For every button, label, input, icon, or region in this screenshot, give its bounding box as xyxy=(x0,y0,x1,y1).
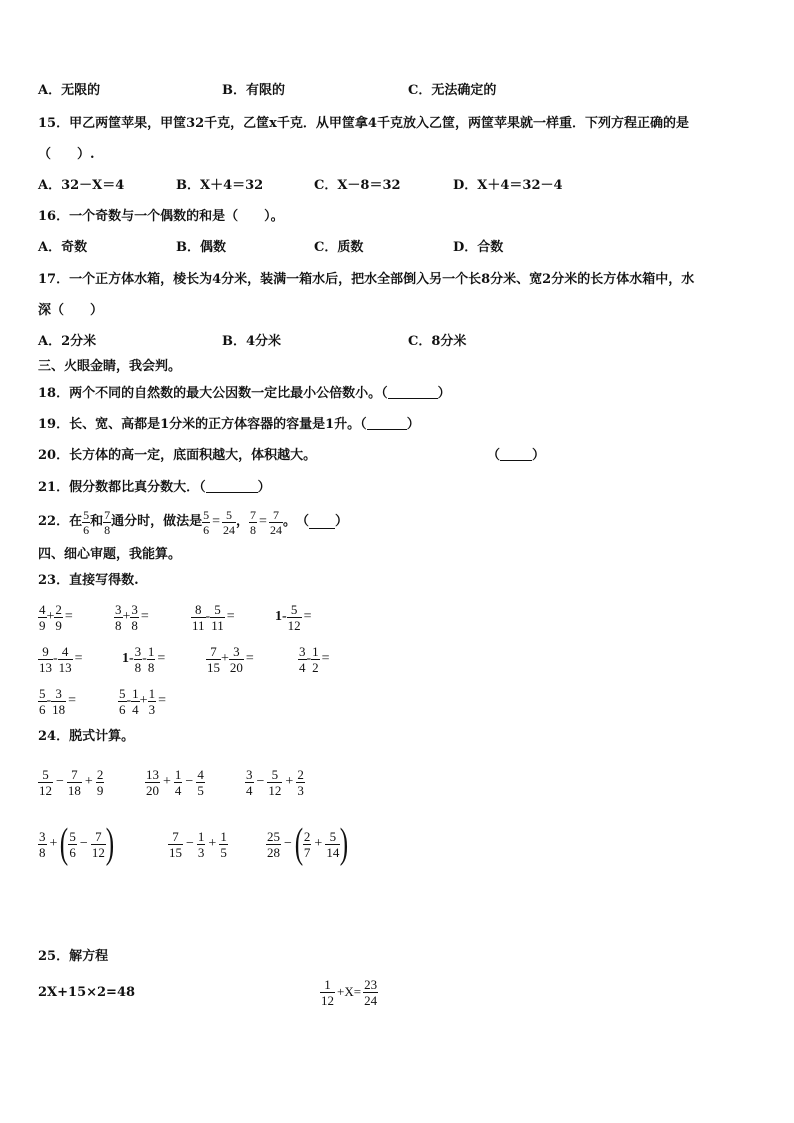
q21-answer-blank[interactable] xyxy=(206,480,258,493)
equation-middle: +X= xyxy=(337,984,362,999)
fraction: $\frac{2}{9}$ xyxy=(96,766,104,798)
q15-stem-line2: （ ）. xyxy=(38,147,95,162)
fraction: $\frac{3}{8}$ xyxy=(39,828,46,860)
q23-expr-1-1 xyxy=(38,599,73,635)
q22-and: 和 xyxy=(90,514,104,529)
q15-option-a: A．32－X＝4 xyxy=(38,178,125,193)
fraction: $\frac{5}{6}$ xyxy=(119,685,126,717)
q22-frac-1: $\frac{5}{6}$ xyxy=(83,507,90,537)
q22-frac-5: $\frac{7}{8}$ xyxy=(250,507,257,537)
q21-stem xyxy=(38,480,271,496)
fraction: $\frac{3}{4}$ xyxy=(299,643,306,675)
fraction: $\frac{4}{13}$ xyxy=(58,643,72,675)
fraction: $\frac{1}{12}$ xyxy=(321,976,334,1008)
equals: = xyxy=(64,609,73,624)
operator: − xyxy=(185,774,194,789)
operator: + xyxy=(49,836,58,851)
operator: + xyxy=(314,836,323,851)
equals: = xyxy=(140,609,149,624)
operator: − xyxy=(56,774,64,789)
q20-answer: （ ） xyxy=(487,448,546,463)
operator: + xyxy=(221,651,229,666)
fraction: $\frac{8}{11}$ xyxy=(192,601,205,633)
fraction: $\frac{2}{7}$ xyxy=(303,828,311,860)
operator: + xyxy=(208,836,217,851)
fraction: $\frac{1}{5}$ xyxy=(220,828,227,860)
q18-text: 18．两个不同的自然数的最大公因数一定比最小公倍数小。（ xyxy=(38,386,388,401)
fraction: $\frac{7}{18}$ xyxy=(67,766,81,798)
operator: − xyxy=(79,836,88,851)
q22-frac-6: $\frac{7}{24}$ xyxy=(269,507,282,537)
q21-text: 21．假分数都比真分数大．（ xyxy=(38,480,206,495)
fraction: $\frac{5}{12}$ xyxy=(268,766,282,798)
fraction: $\frac{1}{4}$ xyxy=(174,766,182,798)
operator: + xyxy=(46,609,55,624)
fraction: $\frac{1}{4}$ xyxy=(132,685,139,717)
equals: = xyxy=(321,651,330,666)
q25-title: 25．解方程 xyxy=(38,949,109,964)
equals: = xyxy=(74,651,83,666)
q18-answer-blank[interactable] xyxy=(388,386,438,399)
q23-expr-2-2 xyxy=(122,641,165,677)
q17-stem-line2: 深（ ） xyxy=(38,303,104,318)
fraction: $\frac{5}{12}$ xyxy=(39,766,52,798)
fraction: $\frac{3}{8}$ xyxy=(134,643,142,675)
q19-close-paren: ） xyxy=(406,417,420,432)
fraction: $\frac{1}{3}$ xyxy=(148,685,156,717)
left-paren: ( xyxy=(294,821,304,867)
q16-option-b: B．偶数 xyxy=(176,240,226,255)
q17-option-b: B．4分米 xyxy=(222,334,282,349)
operator: 1- xyxy=(122,651,134,666)
q22-mid: 通分时，做法是 xyxy=(111,514,203,529)
q22-frac-4: $\frac{5}{24}$ xyxy=(223,507,236,537)
fraction: $\frac{5}{11}$ xyxy=(211,601,224,633)
q22-close-paren: ） xyxy=(334,514,348,529)
q23-expr-2-4 xyxy=(298,641,330,677)
left-paren: ( xyxy=(60,821,69,867)
fraction: $\frac{7}{15}$ xyxy=(169,828,182,860)
q22-sep: ， xyxy=(236,514,250,529)
right-paren: ) xyxy=(340,821,349,867)
operator: - xyxy=(306,651,312,666)
fraction: $\frac{4}{9}$ xyxy=(39,601,46,633)
equals: = xyxy=(158,693,166,708)
q22-equals-1: = xyxy=(212,514,221,529)
fraction: $\frac{2}{9}$ xyxy=(55,601,62,633)
q19-text: 19．长、宽、高都是1分米的正方体容器的容量是1升。（ xyxy=(38,417,367,432)
equals: = xyxy=(157,651,166,666)
operator: - xyxy=(46,693,52,708)
q15-option-b: B．X＋4＝32 xyxy=(176,178,264,193)
equals: = xyxy=(226,609,235,624)
q23-expr-1-2 xyxy=(114,599,149,635)
q22-answer-blank[interactable] xyxy=(309,516,335,529)
q20-close-paren: ） xyxy=(532,448,546,463)
q16-stem: 16．一个奇数与一个偶数的和是（ ）。 xyxy=(38,209,284,224)
fraction: $\frac{5}{6}$ xyxy=(69,828,76,860)
fraction: $\frac{13}{20}$ xyxy=(146,766,159,798)
q20-answer-blank[interactable] xyxy=(500,448,532,461)
q17-stem-line1: 17．一个正方体水箱，棱长为4分米，装满一箱水后，把水全部倒入另一个长8分米、宽2分米的长方体水箱中，水 xyxy=(38,272,695,287)
q19-answer-blank[interactable] xyxy=(367,417,407,430)
q22-stem xyxy=(38,506,348,538)
q16-option-c: C．质数 xyxy=(314,240,364,255)
fraction: $\frac{3}{8}$ xyxy=(131,601,138,633)
operator: + xyxy=(122,609,131,624)
q23-expr-2-1 xyxy=(38,641,83,677)
equals: = xyxy=(303,609,312,624)
fraction: $\frac{1}{8}$ xyxy=(147,643,155,675)
section-4-heading: 四、细心审题，我能算。 xyxy=(38,547,182,562)
q23-expr-1-3 xyxy=(191,599,235,635)
q23-title: 23．直接写得数. xyxy=(38,573,139,588)
q24-expr-4 xyxy=(38,822,114,866)
q14-option-c: C．无法确定的 xyxy=(408,83,497,98)
q24-expr-6 xyxy=(266,822,348,866)
operator: - xyxy=(126,693,132,708)
q22-end: 。 （ xyxy=(282,514,309,529)
operator: + xyxy=(139,693,148,708)
fraction: $\frac{9}{13}$ xyxy=(39,643,52,675)
q18-close-paren: ） xyxy=(437,386,451,401)
fraction: $\frac{3}{20}$ xyxy=(229,643,243,675)
equals: = xyxy=(245,651,254,666)
fraction: $\frac{23}{24}$ xyxy=(364,976,378,1008)
q21-close-paren: ） xyxy=(257,480,271,495)
q22-equals-2: = xyxy=(259,514,267,529)
q22-frac-2: $\frac{7}{8}$ xyxy=(104,507,111,537)
q20-stem: 20．长方体的高一定，底面积越大，体积越大。 xyxy=(38,448,317,463)
operator: - xyxy=(205,609,211,624)
fraction: $\frac{1}{2}$ xyxy=(312,643,319,675)
fraction: $\frac{7}{12}$ xyxy=(91,828,105,860)
q24-expr-5 xyxy=(168,822,228,866)
fraction: $\frac{3}{4}$ xyxy=(246,766,253,798)
q23-expr-3-1 xyxy=(38,683,76,719)
q24-expr-1 xyxy=(38,762,104,802)
operator: - xyxy=(53,651,58,666)
fraction: $\frac{7}{15}$ xyxy=(207,643,220,675)
q14-option-b: B．有限的 xyxy=(222,83,285,98)
q18-stem xyxy=(38,386,451,402)
q24-expr-3 xyxy=(245,762,305,802)
operator: - xyxy=(142,651,147,666)
q25-equation-1: 2X+15×2=48 xyxy=(38,985,136,1000)
fraction: $\frac{4}{5}$ xyxy=(197,766,204,798)
operator: + xyxy=(285,774,294,789)
q15-option-d: D．X＋4＝32－4 xyxy=(453,178,563,193)
operator: 1- xyxy=(275,609,287,624)
operator: + xyxy=(163,774,171,789)
q16-option-d: D．合数 xyxy=(453,240,504,255)
q25-equation-2 xyxy=(320,970,378,1014)
right-paren: ) xyxy=(105,821,115,867)
q24-title: 24．脱式计算。 xyxy=(38,729,135,744)
q23-expr-2-3 xyxy=(206,641,254,677)
fraction: $\frac{5}{14}$ xyxy=(326,828,340,860)
operator: − xyxy=(186,836,194,851)
operator: − xyxy=(256,774,265,789)
fraction: $\frac{25}{28}$ xyxy=(267,828,280,860)
fraction: $\frac{3}{8}$ xyxy=(115,601,122,633)
q14-option-a: A．无限的 xyxy=(38,83,101,98)
q22-prefix: 22．在 xyxy=(38,514,83,529)
fraction: $\frac{5}{12}$ xyxy=(287,601,301,633)
q15-option-c: C．X－8＝32 xyxy=(314,178,401,193)
fraction: $\frac{5}{6}$ xyxy=(39,685,46,717)
q16-option-a: A．奇数 xyxy=(38,240,88,255)
fraction: $\frac{3}{18}$ xyxy=(52,685,66,717)
fraction: $\frac{1}{3}$ xyxy=(197,828,205,860)
q24-expr-2 xyxy=(145,762,205,802)
q17-option-c: C．8分米 xyxy=(408,334,467,349)
fraction: $\frac{2}{3}$ xyxy=(297,766,304,798)
q17-option-a: A．2分米 xyxy=(38,334,97,349)
q22-frac-3: $\frac{5}{6}$ xyxy=(203,507,210,537)
section-3-heading: 三、火眼金睛，我会判。 xyxy=(38,359,182,374)
q19-stem xyxy=(38,417,420,433)
operator: − xyxy=(284,836,292,851)
q23-expr-3-2 xyxy=(118,683,166,719)
operator: + xyxy=(84,774,93,789)
q15-stem-line1: 15．甲乙两筐苹果，甲筐32千克，乙筐x千克．从甲筐拿4千克放入乙筐，两筐苹果就一样重．下列方程正确的是 xyxy=(38,116,689,131)
q23-expr-1-4 xyxy=(275,599,312,635)
equals: = xyxy=(68,693,77,708)
